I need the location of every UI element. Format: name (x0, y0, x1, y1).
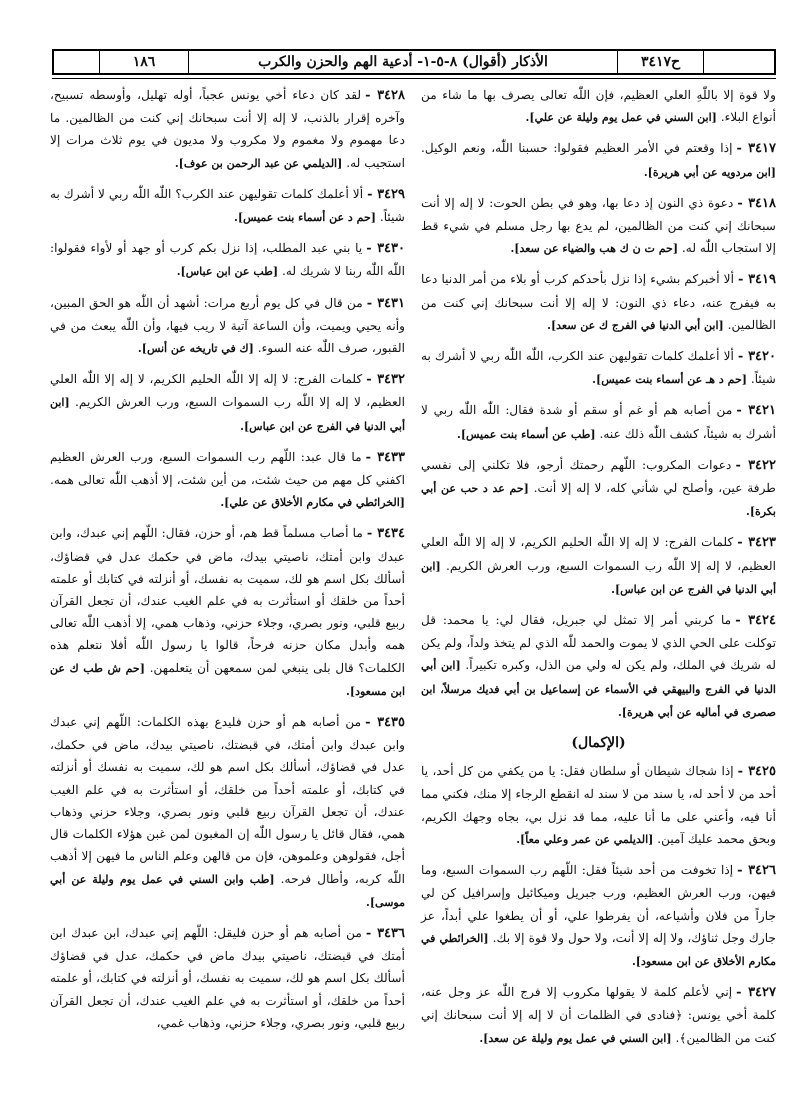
hadith-text: يا بني عبد المطلب، إذا نزل بكم كرب أو جهد أو لأواء فقولوا: اللّٰه اللّٰه ربنا لا شريك له. (50, 241, 405, 279)
hadith-number: ٣٤٢٠ - (737, 349, 777, 365)
hadith-source: [الديلمي عن عبد الرحمن بن عوف]. (174, 156, 343, 170)
hadith-entry (421, 760, 776, 851)
hadith-source: [ك في تاريخه عن أنس]. (137, 342, 254, 356)
hadith-number: ٣٤٣١ - (366, 295, 405, 311)
right-column (421, 84, 776, 1058)
hadith-entry (421, 192, 776, 261)
hadith-source: [الخرائطي في مكارم الأخلاق عن ابن مسعود]. (421, 931, 776, 968)
hadith-text: ألا أعلمك كلمات تقوليهن عند الكرب؟ اللّٰه اللّٰه ربي لا أشرك به شيئاً. (50, 186, 405, 225)
hadith-text: كلمات الفرج: لا إله إلا اللّٰه الحليم الكريم، لا إله إلا اللّٰه العلي العظيم، لا إله إلا اللّٰه رب السموات السبع، ورب العرش الكريم. (421, 535, 776, 573)
hadith-text: لقد كان دعاء أخي يونس عجباً، أوله تهليل، وأوسطه تسبيح، وآخره إقرار بالذنب، لا إله إلا أنت سبحانك إني كنت من الظالمين. ما دعا مهموم ولا مغموم ولا مكروب ولا مديون في يوم ثلاث مرات إلا استجيب له. (50, 88, 405, 170)
hadith-text: دعوة ذي النون إذ دعا بها، وهو في بطن الحوت: لا إله إلا أنت سبحانك إني كنت من الظالمين، لم يدع بها رجل مسلم في شيء قط إلا استجاب اللّٰه له. (421, 195, 776, 256)
hadith-source: [ابن مردويه عن أبي هريرة]. (643, 165, 776, 179)
hadith-entry (50, 368, 405, 438)
hadith-entry (50, 183, 405, 229)
hadith-entry (421, 268, 776, 337)
hadith-number: ٣٤٢٩ - (367, 186, 406, 202)
hadith-text: من قال في كل يوم أربع مرات: أشهد أن اللّٰه هو الحق المبين، وأنه يحيي ويميت، وأن الساعة آتية لا ريب فيها، وأن اللّٰه يبعث من في القبور، صرف اللّٰه عنه السوء. (50, 295, 405, 356)
hadith-entry (421, 454, 776, 524)
hadith-text: ألا أخبركم بشيء إذا نزل بأحدكم كرب أو بلاء من أمر الدنيا دعا به فيفرج عنه، دعاء ذي النون: لا إله إلا أنت سبحانك إني كنت من الظالمين. (421, 272, 776, 332)
page-number: ١٨٦ (99, 51, 188, 73)
header-right-cell (703, 51, 774, 73)
hadith-entry (421, 981, 776, 1050)
hadith-source: [حم د هـ عن أسماء بنت عميس]. (592, 373, 747, 387)
hadith-entry (421, 345, 776, 391)
hadith-source: [ابن السني في عمل يوم وليلة عن علي]. (525, 111, 717, 125)
hadith-source: [حم عد د حب عن أبي بكرة]. (421, 482, 776, 519)
hadith-number: ٣٤٣٢ - (366, 372, 406, 388)
hadith-entry (421, 84, 776, 129)
hadith-text: دعوات المكروب: اللّهم رحمتك أرجو، فلا تكلني إلى نفسي طرفة عين، وأصلح لي شأني كله، لا إله إلا أنت. (421, 457, 776, 496)
hadith-entry (50, 292, 405, 361)
hadith-entry (421, 137, 776, 183)
hadith-source: [ابن أبي الدنيا في الفرج عن ابن عباس]. (421, 559, 776, 596)
hadith-text: إذا وقعتم في الأمر العظيم فقولوا: حسبنا اللّٰه، ونعم الوكيل. (421, 141, 733, 156)
hadith-text: ما أصاب مسلماً قط هم، أو حزن، فقال: اللّهم إني عبدك، وابن عبدك وابن أمتك، ناصيتي بيدك، ماض في حكمك عدل في قضاؤك، أسألك بكل اسم هو لك، سميت به نفسك، أو أنزلته في كتابك أو علمته أحداً من خلقك أو استأثرت به في علم الغيب عندك، أن تجعل القرآن ربيع قلبي، ونور بصري، وجلاء حزني، وذهاب همي، إلا أذهب اللّٰه تعالى همه وأبدل مكان حزنه فرحاً، قالوا يا رسول اللّٰه أفلا نتعلم هذه الكلمات؟ قال بلى ينبغي لمن سمعهن أن يتعلمهن. (50, 526, 406, 675)
hadith-source: [حم د عن أسماء بنت عميس]. (234, 211, 376, 225)
hadith-number: ٣٤٢٥ - (737, 764, 776, 780)
hadith-text: إذا شجاك شيطان أو سلطان فقل: يا من يكفي من كل أحد، يا أحد من لا أحد له، يا سند من لا سند له انقطع الرجاء إلا منك، فكني مما أنا فيه، وأعني على ما أنا عليه، مما قد نزل بي، بجاه وجهك الكريم، وبحق محمد عليك آمين. (421, 764, 776, 846)
hadith-number: ٣٤٢٢ - (735, 457, 776, 473)
hadith-number: ٣٤٢٦ - (737, 863, 776, 879)
hadith-entry (50, 922, 405, 1034)
hadith-entry (50, 84, 405, 175)
hadith-number: ٣٤٣٠ - (366, 241, 405, 257)
hadith-entry (50, 522, 405, 703)
hadith-text: إذا تخوفت من أحد شيئاً فقل: اللّهم رب السموات السبع، وما فيهن، ورب العرش العظيم، ورب جبريل وميكائيل وإسرافيل كن لي جاراً من فلان وأشياعه، أن يفرطوا علي، أو أن يطغوا علي أبداً، عز جارك وجل ثناؤك، ولا إله إلا أنت، ولا حول ولا قوة إلا بك. (421, 863, 777, 945)
hadith-number: ٣٤٢٣ - (737, 535, 777, 551)
hadith-text: ما قال عبد: اللّهم رب السموات السبع، ورب العرش العظيم اكفني كل مهم من حيث شئت، من أين شئت، إلا أذهب اللّٰه تعالى همه. (50, 449, 405, 488)
hadith-text: من أصابه هم أو حزن فليقل: اللّهم إني عبدك، ابن عبدك ابن أمتك في قبضتك، ناصيتي بيدك ماض في حكمك، عدل في قضاؤك أسألك بكل اسم هو لك، سميت به نفسك، أو أنزلته في كتابك، أو علمته أحداً من خلقك، أو استأثرت به في علم الغيب عندك، أن تجعل القرآن ربيع قلبي، ونور بصري، وجلاء حزني، وذهاب غمي، (50, 925, 405, 1030)
hadith-number: ٣٤١٧ - (736, 141, 776, 157)
hadith-number: ٣٤٢٤ - (735, 613, 776, 629)
hadith-text: ألا أعلمك كلمات تقوليهن عند الكرب، اللّٰه اللّٰه ربي لا أشرك به شيئاً. (421, 349, 776, 387)
hadith-text: من أصابه هم أو حزن فليدع بهذه الكلمات: اللّهم إني عبدك وابن عبدك وابن أمتك، في قبضتك، ناصيتي بيدك، ماض في حكمك، عدل في قضاؤك، أسألك بكل اسم هو لك، سميت به نفسك أو أنزلته في كتابك، أو علمته أحداً من خلقك، أو استأثرت به في علم الغيب عندك، أن تجعل القرآن ربيع قلبي ونور بصري، وجلاء حزني وذهاب همي، فقال قائل يا رسول اللّٰه إن المغبون لمن غبن هؤلاء الكلمات قال أجل، فقولوهن وعلموهن، فإن من قالهن وعلم الناس ما فيهن إلا أذهب اللّٰه كربه، وأطال فرحه. (50, 715, 406, 886)
hadith-source: [ابن أبي الدنيا في الفرج والبيهقي في الأسماء عن إسماعيل بن أبي فديك مرسلاً، ابن صصرى في أماليه عن أبي هريرة]. (421, 659, 776, 719)
hadith-source: [ابن السني في عمل يوم وليلة عن سعد]. (479, 1031, 672, 1045)
hadith-number: ٣٤١٨ - (737, 195, 777, 211)
hadith-text: من أصابه هم أو غم أو سقم أو شدة فقال: اللّٰه اللّٰه ربي لا أشرك به شيئاً، كشف اللّٰه ذلك عنه. (421, 403, 776, 441)
header-left-cell (54, 51, 99, 73)
hadith-text: كلمات الفرج: لا إله إلا اللّٰه الحليم الكريم، لا إله إلا اللّٰه العلي العظيم، لا إله إلا اللّٰه رب السموات السبع، ورب العرش الكريم. (50, 372, 405, 410)
chapter-title: الأذكار (أقوال) ٨-٥-١- أدعية الهم والحزن والكرب (188, 51, 617, 73)
hadith-number: ٣٤٢١ - (736, 403, 776, 419)
hadith-source: [طب عن أسماء بنت عميس]. (456, 427, 596, 441)
hadith-source: [حم ش طب ك عن ابن مسعود]. (50, 661, 405, 698)
page-header (52, 49, 776, 75)
section-heading: (الإكمال) (571, 735, 626, 752)
hadith-entry (421, 609, 776, 724)
hadith-range-code: ح٣٤١٧ (617, 51, 703, 73)
hadith-number: ٣٤٣٤ - (366, 526, 406, 542)
hadith-source: [الديلمي عن عمر وعلي معاً]. (516, 832, 654, 846)
hadith-source: [طب عن ابن عباس]. (176, 265, 279, 279)
hadith-source: [ابن أبي الدنيا في الفرج ك عن سعد]. (547, 318, 724, 332)
hadith-entry (50, 711, 405, 914)
hadith-text: إني لأعلم كلمة لا يقولها مكروب إلا فرج اللّٰه عز وجل عنه، كلمة أخي يونس: ﴿فنادى في الظلمات أن لا إله إلا أنت سبحانك إني كنت من الظالمين﴾. (421, 985, 776, 1045)
hadith-text: ولا قوة إلا باللّٰهِ العلي العظيم، فإن اللّٰه تعالى يصرف بها ما شاء من أنواع البلاء. (421, 88, 776, 125)
hadith-number: ٣٤٢٧ - (736, 985, 777, 1001)
hadith-number: ٣٤٢٨ - (365, 88, 406, 103)
hadith-number: ٣٤٣٣ - (365, 449, 405, 465)
hadith-source: [حم ت ن ك هب والضياء عن سعد]. (510, 242, 679, 256)
hadith-entry (421, 399, 776, 445)
hadith-entry (50, 446, 405, 515)
hadith-number: ٣٤٣٦ - (365, 925, 406, 941)
left-column (50, 84, 405, 1042)
hadith-source: [طب وابن السني في عمل يوم وليلة عن أبي موسى]. (50, 872, 405, 909)
hadith-number: ٣٤١٩ - (738, 272, 777, 288)
header-rule (52, 78, 776, 79)
hadith-entry (50, 237, 405, 283)
hadith-text: ما كربني أمر إلا تمثل لي جبريل، فقال لي: يا محمد: قل توكلت على الحي الذي لا يموت والحمد للّٰه الذي لم يتخذ ولداً، ولم يكن له شريك في الملك، ولم يكن له ولي من الذل، وكبره تكبيراً. (421, 613, 776, 673)
hadith-entry (421, 531, 776, 601)
hadith-entry (421, 859, 776, 973)
hadith-source: [ابن أبي الدنيا في الفرج عن ابن عباس]. (50, 396, 405, 433)
hadith-number: ٣٤٣٥ - (365, 715, 405, 731)
hadith-source: [الخرائطي في مكارم الأخلاق عن علي]. (220, 496, 405, 510)
